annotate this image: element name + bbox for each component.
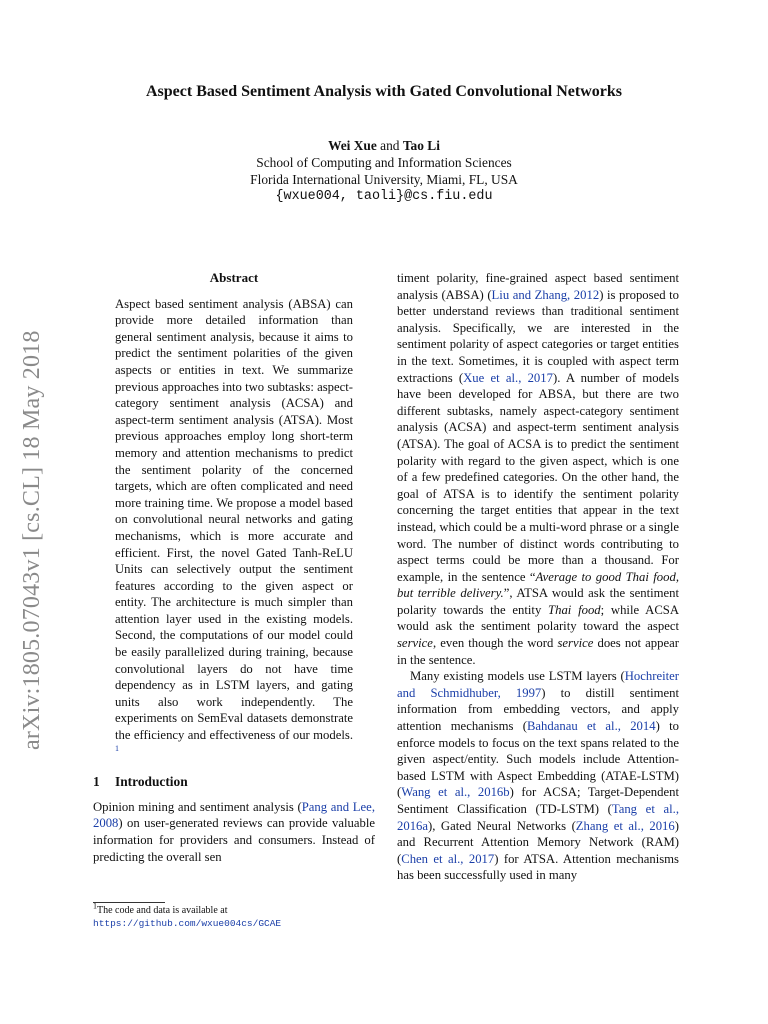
- text-run: ) and Recurrent Attention Memory Network (RAM) (: [397, 818, 679, 866]
- arxiv-identifier-stamp: arXiv:1805.07043v1 [cs.CL] 18 May 2018: [19, 330, 45, 750]
- footnote: [93, 901, 377, 930]
- text-run: ) on user-generated reviews can provide valuable information for providers and consumers. Instead of predicting the overall sen: [93, 816, 375, 864]
- text-run: ; while ACSA would ask the sentiment polarity toward the aspect: [397, 602, 680, 634]
- text-run: ) for ATSA. Attention mechanisms has been successfully used in many: [397, 851, 679, 883]
- text-run: ”, ATSA would ask the sentiment polarity towards the entity: [397, 586, 679, 617]
- text-run: ) is proposed to better understand reviews than traditional sentiment analysis. Specifically, we are interested in the sentiment polarity of aspect categories or target entities in the text. Sometimes, it is coupled with aspect term extractions (: [397, 287, 679, 385]
- citation-link[interactable]: Xue et al., 2017: [463, 370, 553, 385]
- text-run: does not appear in the sentence.: [397, 636, 679, 667]
- text-run: Many existing models use LSTM layers (: [410, 669, 625, 684]
- citation-link[interactable]: Chen et al., 2017: [401, 851, 495, 866]
- left-column: [93, 270, 375, 865]
- authors-block: [0, 137, 768, 205]
- citation-link[interactable]: Wang et al., 2016b: [401, 785, 510, 800]
- text-run: ), Gated Neural Networks (: [428, 818, 576, 833]
- citation-link[interactable]: Pang and Lee, 2008: [93, 799, 375, 831]
- right-column: [397, 270, 679, 884]
- text-run: ) for ACSA; Target-Dependent Sentiment Classification (TD-LSTM) (: [397, 785, 679, 816]
- affiliation-line: School of Computing and Information Sciences: [256, 155, 512, 170]
- citation-link[interactable]: Bahdanau et al., 2014: [526, 719, 656, 734]
- text-run: ) to enforce models to focus on the text spans related to the given aspect/entity. Such models include Attention-based LSTM with Aspect Embedding (ATAE-LSTM) (: [397, 719, 679, 800]
- abstract-text: [115, 296, 353, 761]
- citation-link[interactable]: Tang et al., 2016a: [397, 802, 679, 833]
- text-run: ) to distill sentiment information from embedding vectors, and apply attention mechanisms (: [397, 685, 679, 734]
- text-run: Opinion mining and sentiment analysis (: [93, 799, 302, 814]
- intro-paragraph: [397, 668, 679, 884]
- footnote-text: The code and data is available at: [97, 905, 228, 916]
- author-names: [0, 137, 768, 154]
- affiliation-line: Florida International University, Miami, FL, USA: [250, 172, 518, 187]
- section-number: 1: [93, 774, 100, 790]
- intro-paragraph-continued: [397, 270, 679, 668]
- abstract-body: Aspect based sentiment analysis (ABSA) can provide more detailed information than general sentiment analysis, because it aims to predict the sentiment polarities of the given aspects or entities in text. We summarize previous approaches into two subtasks: aspect-category sentiment analysis (ACSA) and aspect-term sentiment analysis (ATSA). Most previous approaches employ long short-term memory and attention mechanisms to predict the sentiment polarity of the concerned targets, which are often complicated and need more training time. We propose a model based on convolutional neural networks and gating mechanisms, which is more accurate and efficient. First, the novel Gated Tanh-ReLU Units can selectively output the sentiment features according to the given aspect or entity. The architecture is much simpler than attention layer used in the existing models. Second, the computations of our model could be easily parallelized during training, because convolutional layers do not have time dependency as in LSTM layers, and gating units also work independently. The experiments on SemEval datasets demonstrate the efficiency and effectiveness of our models.: [115, 296, 353, 743]
- footnote-number: 1: [93, 901, 97, 911]
- author-name: Wei Xue: [328, 138, 377, 153]
- entity-term: Thai food: [548, 602, 601, 617]
- footnote-divider: [93, 902, 165, 903]
- aspect-term: service: [557, 636, 594, 651]
- aspect-term: service: [397, 636, 433, 651]
- abstract-heading: Abstract: [209, 270, 259, 285]
- section-title: Introduction: [115, 774, 188, 790]
- footnote-marker-link[interactable]: 1: [115, 743, 119, 753]
- citation-link[interactable]: Liu and Zhang, 2012: [491, 287, 600, 302]
- text-run: ). A number of models have been developed for ABSA, but there are two different subtasks, namely aspect-category sentiment analysis (ACSA) and aspect-term sentiment analysis (ATSA). The goal of ACSA is to predict the sentiment polarity with regard to the given aspect, which is one of a few predefined categories. On the other hand, the goal of ATSA is to identify the sentiment polarity concerning the target entities that appear in the text instead, which could be a multi-word phrase or a single word. The number of distinct words contributing to aspect terms could be more than a thousand. For example, in the sentence “: [397, 370, 680, 584]
- author-email: {wxue004, taoli}@cs.fiu.edu: [275, 189, 493, 204]
- text-run: , even though the word: [432, 636, 558, 651]
- section-heading-introduction: [93, 774, 375, 791]
- author-conjunction: and: [376, 138, 403, 153]
- example-sentence: Average to good Thai food, but terrible delivery.: [397, 569, 680, 601]
- citation-link[interactable]: Hochreiter and Schmidhuber, 1997: [397, 669, 679, 700]
- footnote-url-link[interactable]: https://github.com/wxue004cs/GCAE: [93, 917, 282, 929]
- intro-paragraph: [93, 799, 375, 865]
- author-name: Tao Li: [402, 138, 440, 153]
- text-run: timent polarity, fine-grained aspect based sentiment analysis (ABSA) (: [397, 271, 679, 302]
- paper-title: Aspect Based Sentiment Analysis with Gated Convolutional Networks: [145, 83, 623, 100]
- citation-link[interactable]: Zhang et al., 2016: [575, 818, 675, 833]
